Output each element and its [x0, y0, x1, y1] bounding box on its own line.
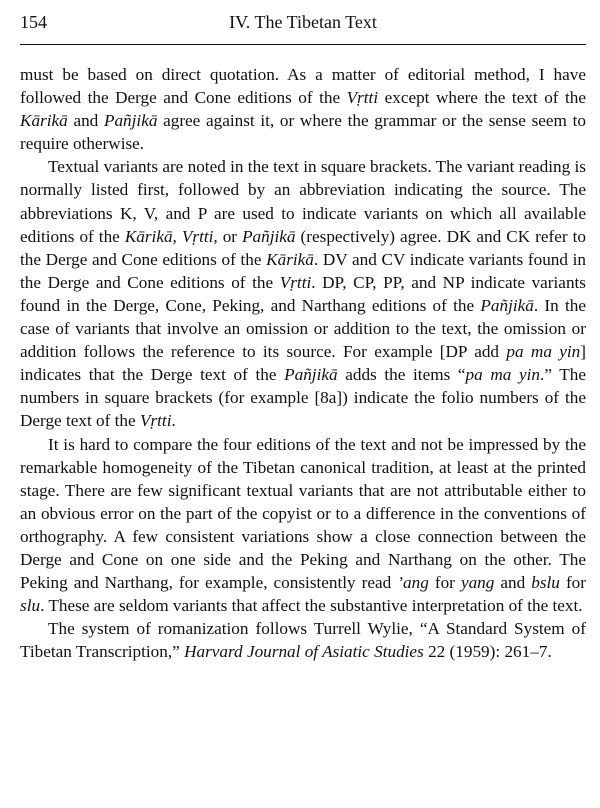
italic-text: Pañjikā: [103, 111, 158, 131]
text-run: must be based on direct quotation. As a matter of editorial method, I have followed the Derge and Cone editions of the: [20, 65, 586, 108]
text-run: except where the text of the: [378, 88, 587, 108]
text-run: and: [494, 573, 532, 593]
italic-text: ’ang: [397, 573, 429, 593]
paragraph: [20, 617, 586, 663]
italic-text: pa ma yin: [465, 365, 541, 385]
italic-text: Vṛtti: [139, 411, 172, 431]
italic-text: Vṛtti: [346, 88, 379, 108]
text-run: . DV and CV indicate variants found in the Derge and Cone editions of the: [20, 249, 587, 292]
italic-text: Vṛtti: [279, 272, 312, 292]
italic-text: pa ma yin: [506, 342, 581, 362]
italic-text: Pañjikā: [480, 295, 534, 315]
text-run: (respectively) agree. DK and CK refer to the Derge and Cone editions of the: [20, 226, 586, 269]
text-run: agree against it, or where the grammar or the sense seem to require otherwise.: [20, 111, 586, 154]
text-run: and: [67, 111, 104, 131]
text-run: ] indicates that the Derge text of the: [20, 342, 586, 385]
page-number: 154: [20, 12, 47, 32]
text-run: . In the case of variants that involve an omission or addition to the text, the omission or addition follows the reference to its source. For example [DP add: [20, 295, 586, 362]
text-run: for: [428, 573, 461, 593]
italic-text: Kārikā: [20, 111, 68, 131]
running-head: [20, 0, 586, 45]
paragraph: [20, 63, 586, 155]
paragraph: [20, 155, 586, 432]
text-run: Textual variants are noted in the text in square brackets. The variant reading is normally listed first, followed by an abbreviation indicating the source. The abbreviations K, V, and P are used to indicate variants on which all available editions of the: [20, 157, 586, 246]
text-run: .: [171, 411, 176, 431]
chapter-title: IV. The Tibetan Text: [229, 12, 377, 32]
italic-text: Pañjikā: [242, 226, 296, 246]
text-run: . These are seldom variants that affect the substantive interpretation of the text.: [40, 596, 583, 616]
text-run: 22 (1959): 261–7.: [423, 642, 552, 662]
text-run: . DP, CP, PP, and NP indicate variants found in the Derge, Cone, Peking, and Narthang editions of the: [20, 272, 586, 315]
italic-text: slu: [20, 596, 41, 616]
italic-text: Harvard Journal of Asiatic Studies: [184, 642, 424, 662]
body-text: [20, 63, 586, 663]
text-run: for: [559, 573, 586, 593]
text-run: The system of romanization follows Turrell Wylie, “A Standard System of Tibetan Transcription,”: [20, 619, 586, 662]
text-run: It is hard to compare the four editions of the text and not be impressed by the remarkable homogeneity of the Tibetan canonical tradition, at least at the printed stage. There are few significant textual variants that are not attributable either to an obvious error on the part of the copyist or to a difference in the conventions of orthography. A few consistent variations show a close connection between the Derge and Cone on one side and the Peking and Narthang on the other. The Peking and Narthang, for example, consistently read: [20, 434, 586, 593]
text-run: , or: [213, 226, 243, 246]
italic-text: Kārikā, Vṛtti: [124, 226, 214, 246]
italic-text: bslu: [531, 573, 560, 593]
paragraph: [20, 433, 586, 618]
text-run: .” The numbers in square brackets (for example [8a]) indicate the folio numbers of the Derge text of the: [20, 365, 586, 431]
text-run: adds the items “: [337, 365, 466, 385]
italic-text: yang: [460, 573, 495, 593]
italic-text: Pañjikā: [284, 365, 338, 385]
italic-text: Kārikā: [266, 249, 314, 269]
